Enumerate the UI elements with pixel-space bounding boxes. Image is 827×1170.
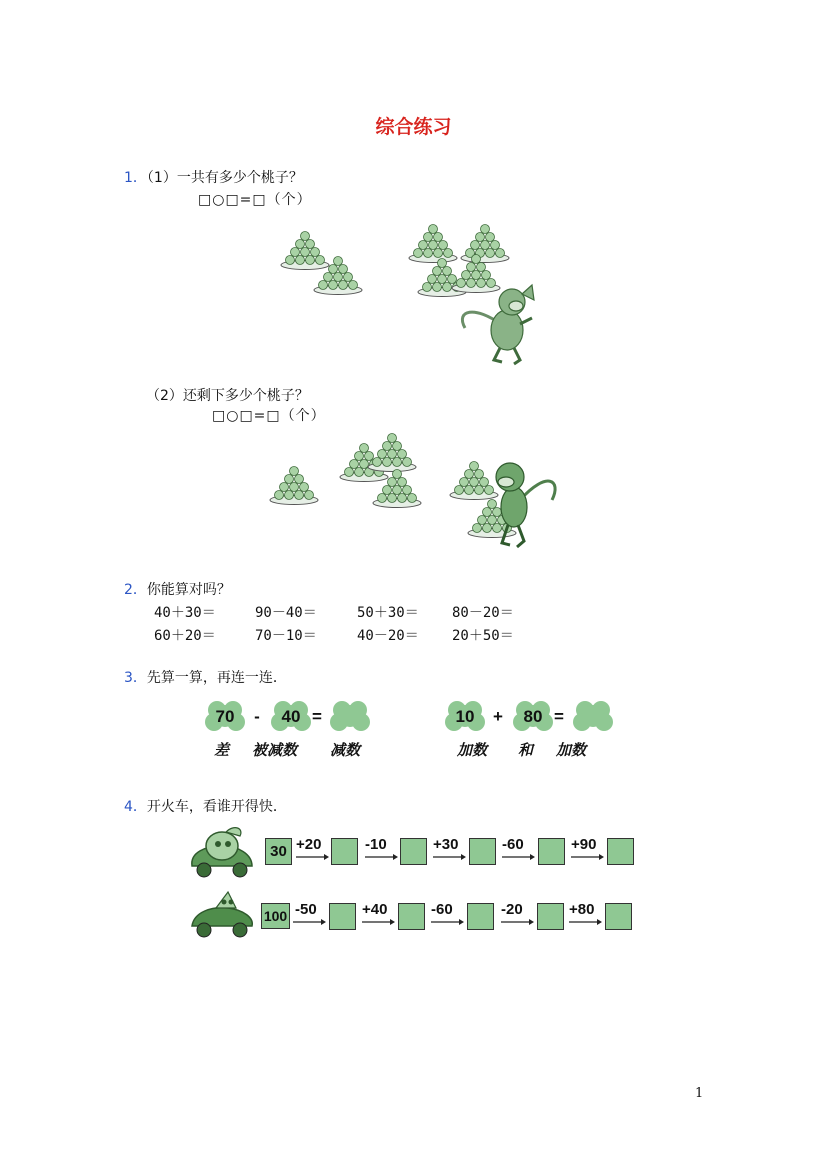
equation: 20＋50＝ [452,628,514,644]
question-2 [124,579,231,599]
equation: 40－20＝ [357,628,419,644]
cloud-number: 10 [455,707,475,726]
arrow-icon [431,918,465,926]
question-text: （1）一共有多少个桃子？ [146,170,303,186]
arrow-icon [293,918,327,926]
question-number: 2． [124,582,147,598]
operator: + [493,707,503,726]
cloud-number: 80 [523,707,543,726]
term-label: 加数 [457,741,488,759]
car-icon [186,822,258,880]
term-label: 被减数 [252,741,298,759]
operation-label: -20 [501,901,523,918]
answer-box[interactable] [331,838,358,865]
page-title: 综合练习 [375,116,452,138]
arrow-icon [501,918,535,926]
operation-label: +40 [362,901,388,918]
answer-box[interactable] [537,903,564,930]
equation: 90－40＝ [255,605,317,621]
arrow-icon [569,918,603,926]
question-number: 1． [124,170,147,186]
question-text: 先算一算，再连一连． [146,670,287,686]
arrow-icon [362,918,396,926]
start-number-box: 30 [265,838,292,865]
question-4 [124,796,287,816]
peach-pile-icon [409,225,457,263]
question-3 [124,667,287,687]
answer-box[interactable] [467,903,494,930]
question-1-part-2: （2）还剩下多少个桃子？ [146,388,309,404]
operation-label: +20 [296,836,322,853]
arrow-icon [296,853,330,861]
arrow-icon [433,853,467,861]
operation-label: +80 [569,901,595,918]
peach-pile-icon [461,225,509,263]
monkey-icon [462,285,534,364]
operation-label: -60 [431,901,453,918]
page-number: 1 [695,1086,704,1101]
question-text: 开火车，看谁开得快． [146,799,287,815]
equation: 50＋30＝ [357,605,419,621]
term-label: 和 [518,741,534,759]
peach-pile-icon [368,434,416,472]
cloud-number: 70 [215,707,235,726]
answer-box[interactable] [605,903,632,930]
monkey-icon [496,463,555,547]
cloud-shape [330,701,370,731]
equation: 70－10＝ [255,628,317,644]
operator: - [254,707,260,726]
operation-label: +90 [571,836,597,853]
equation: 80－20＝ [452,605,514,621]
question-1-part-1 [124,167,303,187]
answer-box[interactable] [607,838,634,865]
peach-piles-illustration-2 [262,425,567,555]
equation: 40＋30＝ [154,605,216,621]
answer-formula: □○□=□（个） [212,408,326,424]
peach-pile-icon [270,467,318,505]
answer-box[interactable] [398,903,425,930]
peach-piles-illustration-1 [270,210,560,375]
term-label: 减数 [330,741,361,759]
cloud-number: 40 [281,707,301,726]
answer-box[interactable] [329,903,356,930]
arrow-icon [365,853,399,861]
answer-formula: □○□=□（个） [198,192,312,208]
arrow-icon [502,853,536,861]
operator: = [554,707,564,726]
operation-label: -50 [295,901,317,918]
equation: 60＋20＝ [154,628,216,644]
question-text: 你能算对吗？ [146,582,231,598]
peach-pile-icon [450,462,498,500]
term-label: 差 [214,741,230,759]
cloud-shape [573,701,613,731]
start-number-box: 100 [261,903,290,929]
operator: = [312,707,322,726]
peach-pile-icon [281,232,329,270]
car-icon [188,886,258,940]
operation-label: -60 [502,836,524,853]
operation-label: +30 [433,836,459,853]
arrow-icon [571,853,605,861]
answer-box[interactable] [538,838,565,865]
term-label: 加数 [556,741,587,759]
question-number: 4． [124,799,147,815]
question-number: 3． [124,670,147,686]
operation-label: -10 [365,836,387,853]
answer-box[interactable] [469,838,496,865]
answer-box[interactable] [400,838,427,865]
